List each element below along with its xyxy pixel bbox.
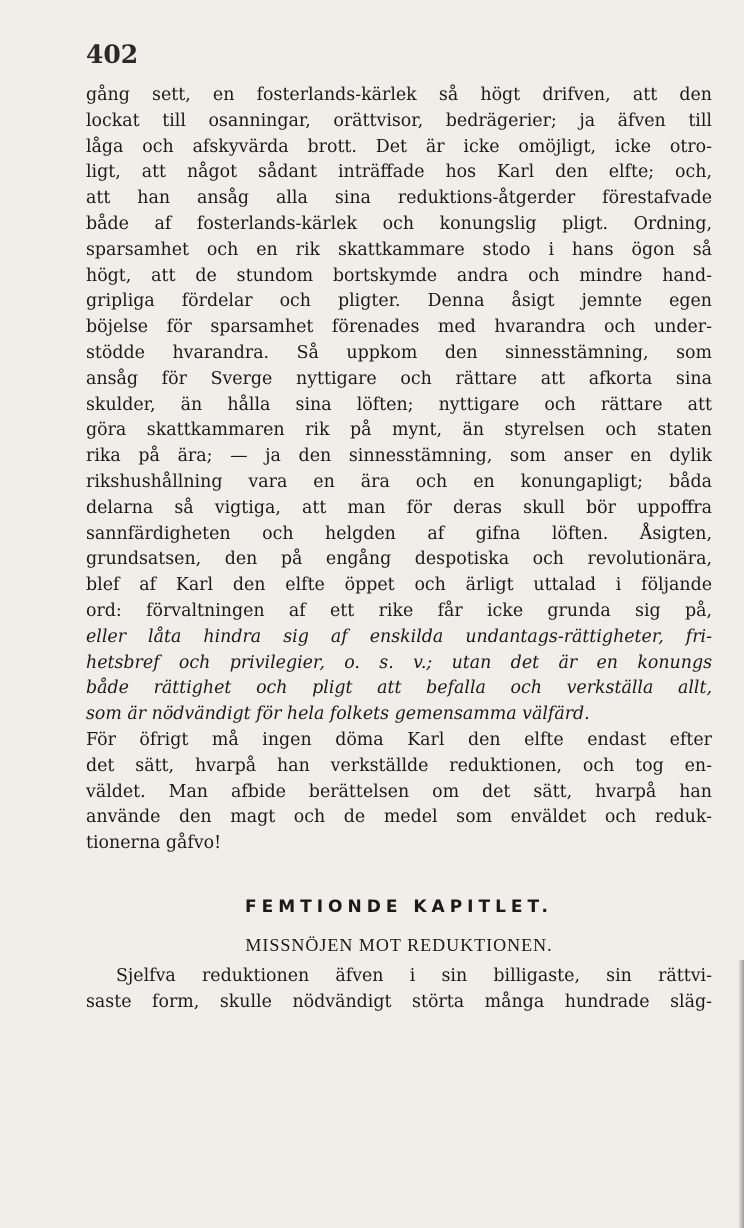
page-edge-shadow (738, 960, 744, 1228)
text-line: delarna så vigtiga, att man för deras skull bör uppoffra (86, 497, 712, 518)
text-line: det sätt, hvarpå han verkställde reduktionen, och tog en- (86, 755, 712, 776)
text-line: skulder, än hålla sina löften; nyttigare och rättare att (86, 394, 712, 415)
text-line: högt, att de stundom bortskymde andra och mindre hand- (86, 265, 712, 286)
text-line: För öfrigt må ingen döma Karl den elfte endast efter (86, 729, 712, 750)
text-line: använde den magt och de medel som enväldet och reduk- (86, 807, 712, 828)
text-line: sannfärdigheten och helgden af gifna löften. Åsigten, (86, 523, 712, 544)
text-line: sparsamhet och en rik skattkammare stodo i hans ögon så (86, 239, 712, 260)
text-line: tionerna gåfvo! (86, 833, 222, 854)
text-line: göra skattkammaren rik på mynt, än styrelsen och staten (86, 420, 712, 441)
text-line: rikshushållning vara en ära och en konungapligt; båda (86, 471, 712, 492)
page-number: 402 (86, 40, 139, 69)
text-line-italic: hetsbref och privilegier, o. s. v.; utan det är en konungs (86, 652, 712, 673)
text-line: att han ansåg alla sina reduktions-åtgerder förestafvade (86, 188, 712, 209)
text-line: gång sett, en fosterlands-kärlek så högt drifven, att den (86, 85, 712, 105)
chapter-paragraph (86, 964, 712, 1016)
text-line: stödde hvarandra. Så uppkom den sinnesstämning, som (86, 342, 712, 363)
body-paragraph (86, 83, 712, 857)
text-line: saste form, skulle nödvändigt störta många hundrade släg- (86, 991, 712, 1012)
text-line: låga och afskyvärda brott. Det är icke omöjligt, icke otro- (86, 136, 712, 157)
text-line: rika på ära; — ja den sinnesstämning, som anser en dylik (86, 446, 712, 467)
text-line: ligt, att något sådant inträffade hos Karl den elfte; och, (86, 162, 712, 183)
text-line-italic: eller låta hindra sig af enskilda undantags-rättigheter, fri- (86, 626, 712, 647)
text-line: lockat till osanningar, orättvisor, bedrägerier; ja äfven till (86, 110, 712, 131)
text-line: Sjelfva reduktionen äfven i sin billigaste, sin rättvi- (116, 966, 712, 986)
text-line: både af fosterlands-kärlek och konungslig pligt. Ordning, (86, 213, 712, 234)
text-line: gripliga fördelar och pligter. Denna åsigt jemnte egen (86, 291, 712, 312)
text-line: väldet. Man afbide berättelsen om det sätt, hvarpå han (86, 781, 712, 802)
text-line: blef af Karl den elfte öppet och ärligt uttalad i följande (86, 575, 712, 596)
text-line-italic: både rättighet och pligt att befalla och verkställa allt, (86, 678, 712, 699)
text-line: ansåg för Sverge nyttigare och rättare att afkorta sina (86, 368, 712, 389)
text-line: ord: förvaltningen af ett rike får icke grunda sig på, (86, 600, 712, 621)
chapter-title: MISSNÖJEN MOT REDUKTIONEN. (245, 935, 553, 955)
text-line: grundsatsen, den på engång despotiska och revolutionära, (86, 549, 712, 570)
chapter-heading: FEMTIONDE KAPITLET. (244, 897, 553, 917)
text-line-italic: som är nödvändigt för hela folkets gemensamma välfärd. (86, 704, 590, 725)
text-line: böjelse för sparsamhet förenades med hvarandra och under- (86, 317, 712, 338)
